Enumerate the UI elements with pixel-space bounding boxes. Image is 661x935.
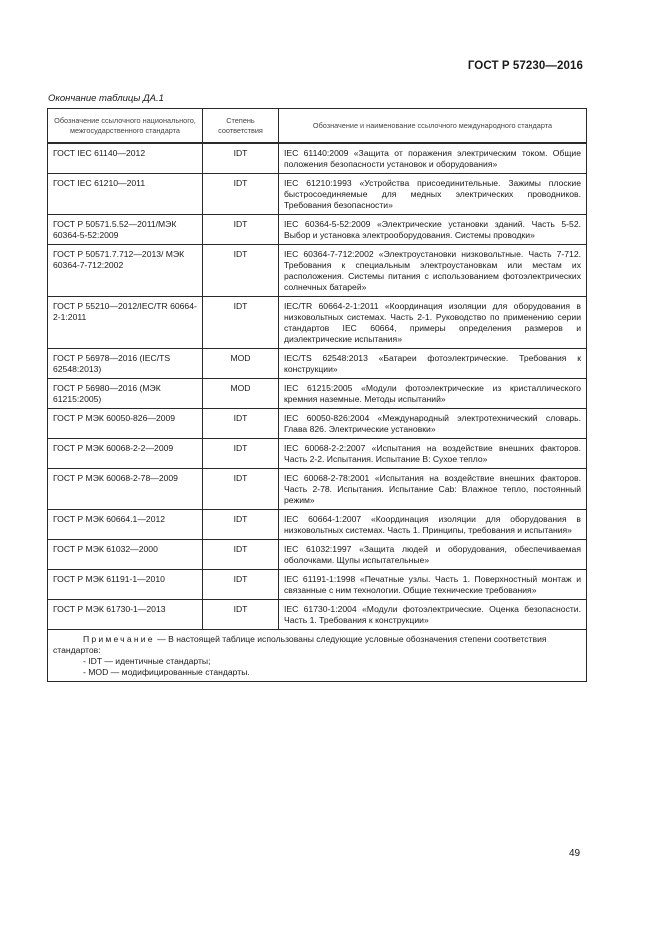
table-header-row <box>48 109 587 144</box>
table-row <box>48 215 587 245</box>
note-text: — В настоящей таблице использованы следующие условные обозначения степени соответствия стандартов: <box>53 634 547 656</box>
international-standard-cell: IEC 60664-1:2007 «Координация изоляции для оборудования в низковольтных системах. Часть 1. Принципы, требования и испытания» <box>279 510 587 540</box>
degree-cell: IDT <box>203 297 279 349</box>
note-label: Примечание <box>83 634 155 645</box>
degree-cell: IDT <box>203 245 279 297</box>
table-note-row <box>48 630 587 682</box>
table-row <box>48 409 587 439</box>
degree-cell: MOD <box>203 379 279 409</box>
degree-cell: IDT <box>203 174 279 215</box>
degree-cell: IDT <box>203 600 279 630</box>
table-row <box>48 379 587 409</box>
table-row <box>48 439 587 469</box>
table-note <box>48 630 587 682</box>
international-standard-cell: IEC 60364-7-712:2002 «Электроустановки низковольтные. Часть 7-712. Требования к специальным электроустановкам или местам их расположения. Системы питания с использованием фотоэлектрических солнечных батарей» <box>279 245 587 297</box>
national-standard-cell: ГОСТ Р 56978—2016 (IEC/TS 62548:2013) <box>48 349 203 379</box>
table-row <box>48 600 587 630</box>
header-national-standard: Обозначение ссылочного национального, межгосударственного стандарта <box>48 109 203 144</box>
national-standard-cell: ГОСТ Р 50571.7.712—2013/ МЭК 60364-7-712:2002 <box>48 245 203 297</box>
table-row <box>48 469 587 510</box>
national-standard-cell: ГОСТ Р 56980—2016 (МЭК 61215:2005) <box>48 379 203 409</box>
degree-cell: MOD <box>203 349 279 379</box>
national-standard-cell: ГОСТ Р МЭК 60664.1—2012 <box>48 510 203 540</box>
national-standard-cell: ГОСТ Р МЭК 61032—2000 <box>48 540 203 570</box>
international-standard-cell: IEC 60068-2-78:2001 «Испытания на воздействие внешних факторов. Часть 2-78. Испытания. Испытание Cab: Влажное тепло, постоянный режим» <box>279 469 587 510</box>
national-standard-cell: ГОСТ Р МЭК 60068-2-2—2009 <box>48 439 203 469</box>
national-standard-cell: ГОСТ Р 50571.5.52—2011/МЭК 60364-5-52:2009 <box>48 215 203 245</box>
degree-cell: IDT <box>203 510 279 540</box>
degree-cell: IDT <box>203 570 279 600</box>
international-standard-cell: IEC/TS 62548:2013 «Батареи фотоэлектрические. Требования к конструкции» <box>279 349 587 379</box>
degree-cell: IDT <box>203 215 279 245</box>
note-text-line <box>53 634 581 656</box>
international-standard-cell: IEC 61191-1:1998 «Печатные узлы. Часть 1. Поверхностный монтаж и связанные с ним технологии. Общие технические требования» <box>279 570 587 600</box>
note-item-idt: - IDT — идентичные стандарты; <box>83 656 211 667</box>
international-standard-cell: IEC 60364-5-52:2009 «Электрические установки зданий. Часть 5-52. Выбор и установка электрооборудования. Системы проводки» <box>279 215 587 245</box>
degree-cell: IDT <box>203 439 279 469</box>
note-item-mod: - MOD — модифицированные стандарты. <box>83 667 250 678</box>
national-standard-cell: ГОСТ IEC 61210—2011 <box>48 174 203 215</box>
header-international-standard: Обозначение и наименование ссылочного международного стандарта <box>279 109 587 144</box>
international-standard-cell: IEC 60068-2-2:2007 «Испытания на воздействие внешних факторов. Часть 2-2. Испытания. Испытание В: Сухое тепло» <box>279 439 587 469</box>
table-row <box>48 297 587 349</box>
standard-code: ГОСТ Р 57230—2016 <box>467 60 583 72</box>
reference-table <box>47 108 587 682</box>
national-standard-cell: ГОСТ Р МЭК 61191-1—2010 <box>48 570 203 600</box>
degree-cell: IDT <box>203 469 279 510</box>
table-row <box>48 349 587 379</box>
national-standard-cell: ГОСТ IEC 61140—2012 <box>48 143 203 174</box>
degree-cell: IDT <box>203 540 279 570</box>
table-row <box>48 143 587 174</box>
table-row <box>48 570 587 600</box>
table-row <box>48 540 587 570</box>
international-standard-cell: IEC 61215:2005 «Модули фотоэлектрические из кристаллического кремния наземные. Методы испытаний» <box>279 379 587 409</box>
degree-cell: IDT <box>203 409 279 439</box>
national-standard-cell: ГОСТ Р МЭК 61730-1—2013 <box>48 600 203 630</box>
international-standard-cell: IEC 61032:1997 «Защита людей и оборудования, обеспечиваемая оболочками. Щупы испытательные» <box>279 540 587 570</box>
table-row <box>48 174 587 215</box>
degree-cell: IDT <box>203 143 279 174</box>
national-standard-cell: ГОСТ Р 55210—2012/IEC/TR 60664-2-1:2011 <box>48 297 203 349</box>
national-standard-cell: ГОСТ Р МЭК 60050-826—2009 <box>48 409 203 439</box>
international-standard-cell: IEC 61210:1993 «Устройства присоединительные. Зажимы плоские быстросоединяемые для медных электрических проводников. Требования безопасности» <box>279 174 587 215</box>
international-standard-cell: IEC/TR 60664-2-1:2011 «Координация изоляции для оборудования в низковольтных системах. Часть 2-1. Руководство по применению серии стандартов IEC 60664, примеры определения размеров и диэлектрические испытания» <box>279 297 587 349</box>
table-row <box>48 245 587 297</box>
table-row <box>48 510 587 540</box>
international-standard-cell: IEC 61730-1:2004 «Модули фотоэлектрические. Оценка безопасности. Часть 1. Требования к конструкции» <box>279 600 587 630</box>
page-number: 49 <box>569 848 581 859</box>
header-degree-of-conformity: Степень соответствия <box>203 109 279 144</box>
international-standard-cell: IEC 61140:2009 «Защита от поражения электрическим током. Общие положения безопасности установок и оборудования» <box>279 143 587 174</box>
international-standard-cell: IEC 60050-826:2004 «Международный электротехнический словарь. Глава 826. Электрические установки» <box>279 409 587 439</box>
national-standard-cell: ГОСТ Р МЭК 60068-2-78—2009 <box>48 469 203 510</box>
table-caption: Окончание таблицы ДА.1 <box>48 93 164 104</box>
